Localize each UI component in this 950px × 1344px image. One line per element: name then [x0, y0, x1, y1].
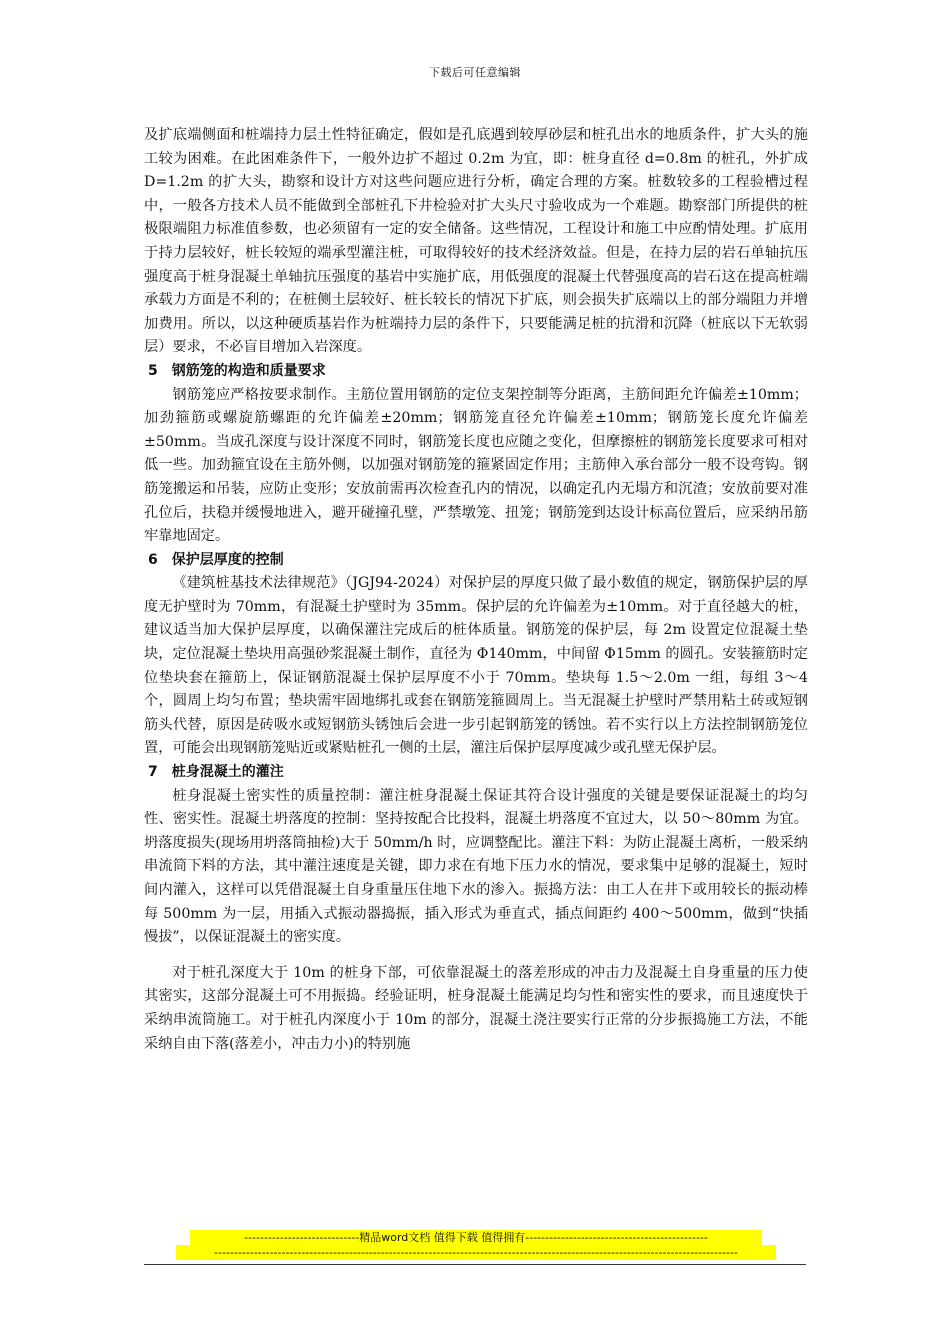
- paragraph-concrete-pouring: 桩身混凝土密实性的质量控制：灌注桩身混凝土保证其符合设计强度的关键是要保证混凝土的均匀性、密实性。混凝土坍落度的控制：坚持按配合比投料，混凝土坍落度不宜过大，以 50～80mm 为宜。坍落度损失(现场用坍落筒抽检)大于 50mm/h 时，应调整配比。灌注下料：为防止混凝土离析，一般采纳串流筒下料的方法，其中灌注速度是关键，即力求在有地下压力水的情况，要求集中足够的混凝土，短时间内灌入，这样可以凭借混凝土自身重量压住地下水的渗入。振捣方法：由工人在井下或用较长的振动棒每 500mm 为一层，用插入式振动器捣振，插入形式为垂直式，插点间距约 400～500mm，做到“快插慢拔”，以保证混凝土的密实度。: [144, 787, 808, 946]
- paragraph-rebar-cage: 钢筋笼应严格按要求制作。主筋位置用钢筋的定位支架控制等分距离，主筋间距允许偏差±10mm；加劲箍筋或螺旋筋螺距的允许偏差±20mm；钢筋笼直径允许偏差±10mm；钢筋笼长度允许偏差±50mm。当成孔深度与设计深度不同时，钢筋笼长度也应随之变化，但摩擦桩的钢筋笼长度要求可相对低一些。加劲箍宜设在主筋外侧，以加强对钢筋笼的箍紧固定作用；主筋伸入承台部分一般不设弯钩。钢筋笼搬运和吊装，应防止变形；安放前需再次检查孔内的情况，以确定孔内无塌方和沉渣；安放前要对准孔位后，扶稳并缓慢地进入，避开碰撞孔壁，严禁墩笼、扭笼；钢筋笼到达设计标高位置后，应采纳吊筋牢靠地固定。: [144, 386, 808, 545]
- footer-banner-line-1: -----------------------------精品word文档 值得下载 值得拥有----------------------------------------------: [190, 1230, 762, 1245]
- section-heading-concrete-pouring: 7 桩身混凝土的灌注: [148, 764, 284, 781]
- page-header: 下载后可任意编辑: [429, 66, 521, 79]
- paragraph-expanded-base: 及扩底端侧面和桩端持力层土性特征确定，假如是孔底遇到较厚砂层和桩孔出水的地质条件，扩大头的施工较为困难。在此困难条件下，一般外边扩不超过 0.2m 为宜，即：桩身直径 d=0.8m 的桩孔，外扩成 D=1.2m 的扩大头，勘察和设计方对这些问题应进行分析，确定合理的方案。桩数较多的工程验槽过程中，一般各方技术人员不能做到全部桩孔下井检验对扩大头尺寸验收成为一个难题。勘察部门所提供的桩极限端阻力标准值参数，也必须留有一定的安全储备。这些情况，工程设计和施工中应酌情处理。扩底用于持力层较好，桩长较短的端承型灌注桩，可取得较好的技术经济效益。但是，在持力层的岩石单轴抗压强度高于桩身混凝土单轴抗压强度的基岩中实施扩底，用低强度的混凝土代替强度高的岩石这在提高桩端承载力方面是不利的；在桩侧土层较好、桩长较长的情况下扩底，则会损失扩底端以上的部分端阻力并增加费用。所以，以这种硬质基岩作为桩端持力层的条件下，只要能满足桩的抗滑和沉降（桩底以下无软弱层）要求，不必盲目增加入岩深度。: [144, 127, 808, 356]
- document-body: [144, 124, 808, 1056]
- section-heading-cover-thickness: 6 保护层厚度的控制: [148, 551, 284, 568]
- footer-banner-line-2: ------------------------------------------------------------------------------------------------------------------------------------: [176, 1245, 776, 1260]
- section-heading-rebar-cage: 5 钢筋笼的构造和质量要求: [148, 362, 326, 379]
- paragraph-gap: [144, 950, 808, 962]
- paragraph-cover-thickness: 《建筑桩基技术法律规范》（JGJ94-2024）对保护层的厚度只做了最小数值的规定，钢筋保护层的厚度无护壁时为 70mm，有混凝土护壁时为 35mm。保护层的允许偏差为±10mm。对于直径越大的桩，建议适当加大保护层厚度，以确保灌注完成后的桩体质量。钢筋笼的保护层，每 2m 设置定位混凝土垫块，定位混凝土垫块用高强砂浆混凝土制作，直径为 Φ140mm，中间留 Φ15mm 的圆孔。安装箍筋时定位垫块套在箍筋上，保证钢筋混凝土保护层厚度不小于 70mm。垫块每 1.5～2.0m 一组，每组 3～4 个，圆周上均匀布置；垫块需牢固地绑扎或套在钢筋笼箍圆周上。当无混凝土护壁时严禁用粘土砖或短钢筋头代替，原因是砖吸水或短钢筋头锈蚀后会进一步引起钢筋笼的锈蚀。若不实行以上方法控制钢筋笼位置，可能会出现钢筋笼贴近或紧贴桩孔一侧的土层，灌注后保护层厚度减少或孔壁无保护层。: [144, 575, 808, 757]
- footer-divider: [144, 1264, 806, 1265]
- paragraph-deep-pile-concrete: 对于桩孔深度大于 10m 的桩身下部，可依靠混凝土的落差形成的冲击力及混凝土自身重量的压力使其密实，这部分混凝土可不用振捣。经验证明，桩身混凝土能满足均匀性和密实性的要求，而且速度快于采纳串流筒施工。对于桩孔内深度小于 10m 的部分，混凝土浇注要实行正常的分步振捣施工方法，不能采纳自由下落(落差小，冲击力小)的特别施: [144, 964, 808, 1052]
